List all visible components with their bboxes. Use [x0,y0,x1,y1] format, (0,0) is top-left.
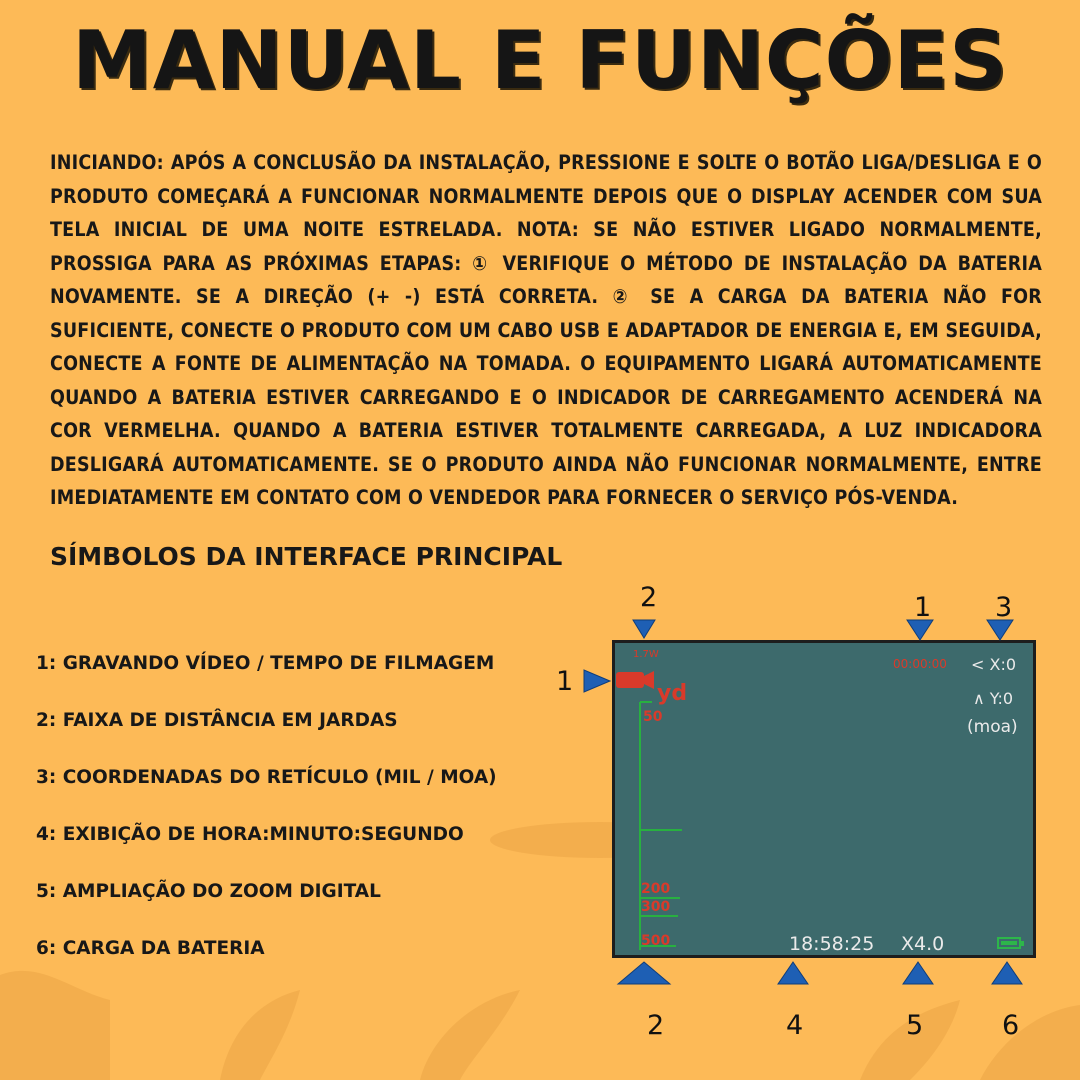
range-mark-500: 500 [641,933,671,949]
range-mark-300: 300 [641,899,671,915]
range-mark-200: 200 [641,881,671,897]
legend-item-3: 3: COORDENADAS DO RETÍCULO (MIL / MOA) [36,767,497,788]
zoom-display: X4.0 [901,933,945,955]
marker-bottom-4: 4 [786,1010,804,1041]
marker-top-1: 1 [914,592,932,623]
legend-item-4: 4: EXIBIÇÃO DE HORA:MINUTO:SEGUNDO [36,824,464,845]
marker-top-3: 3 [995,592,1013,623]
clock-display: 18:58:25 [789,933,875,955]
yard-unit-label: yd [657,681,688,706]
reticle-x-coord: < X:0 [971,655,1017,674]
recording-time: 00:00:00 [893,657,947,671]
legend-item-6: 6: CARGA DA BATERIA [36,938,265,959]
marker-bottom-2: 2 [647,1010,665,1041]
marker-bottom-5: 5 [906,1010,924,1041]
legend-item-2: 2: FAIXA DE DISTÂNCIA EM JARDAS [36,710,398,731]
marker-top-2: 2 [640,582,658,613]
section-title: SÍMBOLOS DA INTERFACE PRINCIPAL [50,542,563,571]
reticle-unit: (moa) [967,717,1018,737]
range-top-label: 50 [643,709,663,725]
legend-item-5: 5: AMPLIAÇÃO DO ZOOM DIGITAL [36,881,381,902]
reticle-y-coord: ∧ Y:0 [973,689,1014,708]
record-small-text: 1.7W [633,649,659,660]
intro-paragraph: INICIANDO: APÓS A CONCLUSÃO DA INSTALAÇÃO, PRESSIONE E SOLTE O BOTÃO LIGA/DESLIGA E O PRODUTO COMEÇARÁ A FUNCIONAR NORMALMENTE DEPOIS QUE O DISPLAY ACENDER COM SUA TELA INICIAL DE UMA NOITE ESTRELADA. NOTA: SE NÃO ESTIVER LIGADO NORMALMENTE, PROSSIGA PARA AS PRÓXIMAS ETAPAS: ① VERIFIQUE O MÉTODO DE INSTALAÇÃO DA BATERIA NOVAMENTE. SE A DIREÇÃO (+ -) ESTÁ CORRETA. ② SE A CARGA DA BATERIA NÃO FOR SUFICIENTE, CONECTE O PRODUTO COM UM CABO USB E ADAPTADOR DE ENERGIA E, EM SEGUIDA, CONECTE A FONTE DE ALIMENTAÇÃO NA TOMADA. O EQUIPAMENTO LIGARÁ AUTOMATICAMENTE QUANDO A BATERIA ESTIVER CARREGANDO E O INDICADOR DE CARREGAMENTO ACENDERÁ NA COR VERMELHA. QUANDO A BATERIA ESTIVER TOTALMENTE CARREGADA, A LUZ INDICADORA DESLIGARÁ AUTOMATICAMENTE. SE O PRODUTO AINDA NÃO FUNCIONAR NORMALMENTE, ENTRE IMEDIATAMENTE EM CONTATO COM O VENDEDOR PARA FORNECER O SERVIÇO PÓS-VENDA. [50,151,1042,509]
marker-left-1: 1 [556,666,574,697]
marker-bottom-6: 6 [1002,1010,1020,1041]
legend-item-1: 1: GRAVANDO VÍDEO / TEMPO DE FILMAGEM [36,653,495,674]
page-title: MANUAL E FUNÇÕES [72,14,1008,107]
